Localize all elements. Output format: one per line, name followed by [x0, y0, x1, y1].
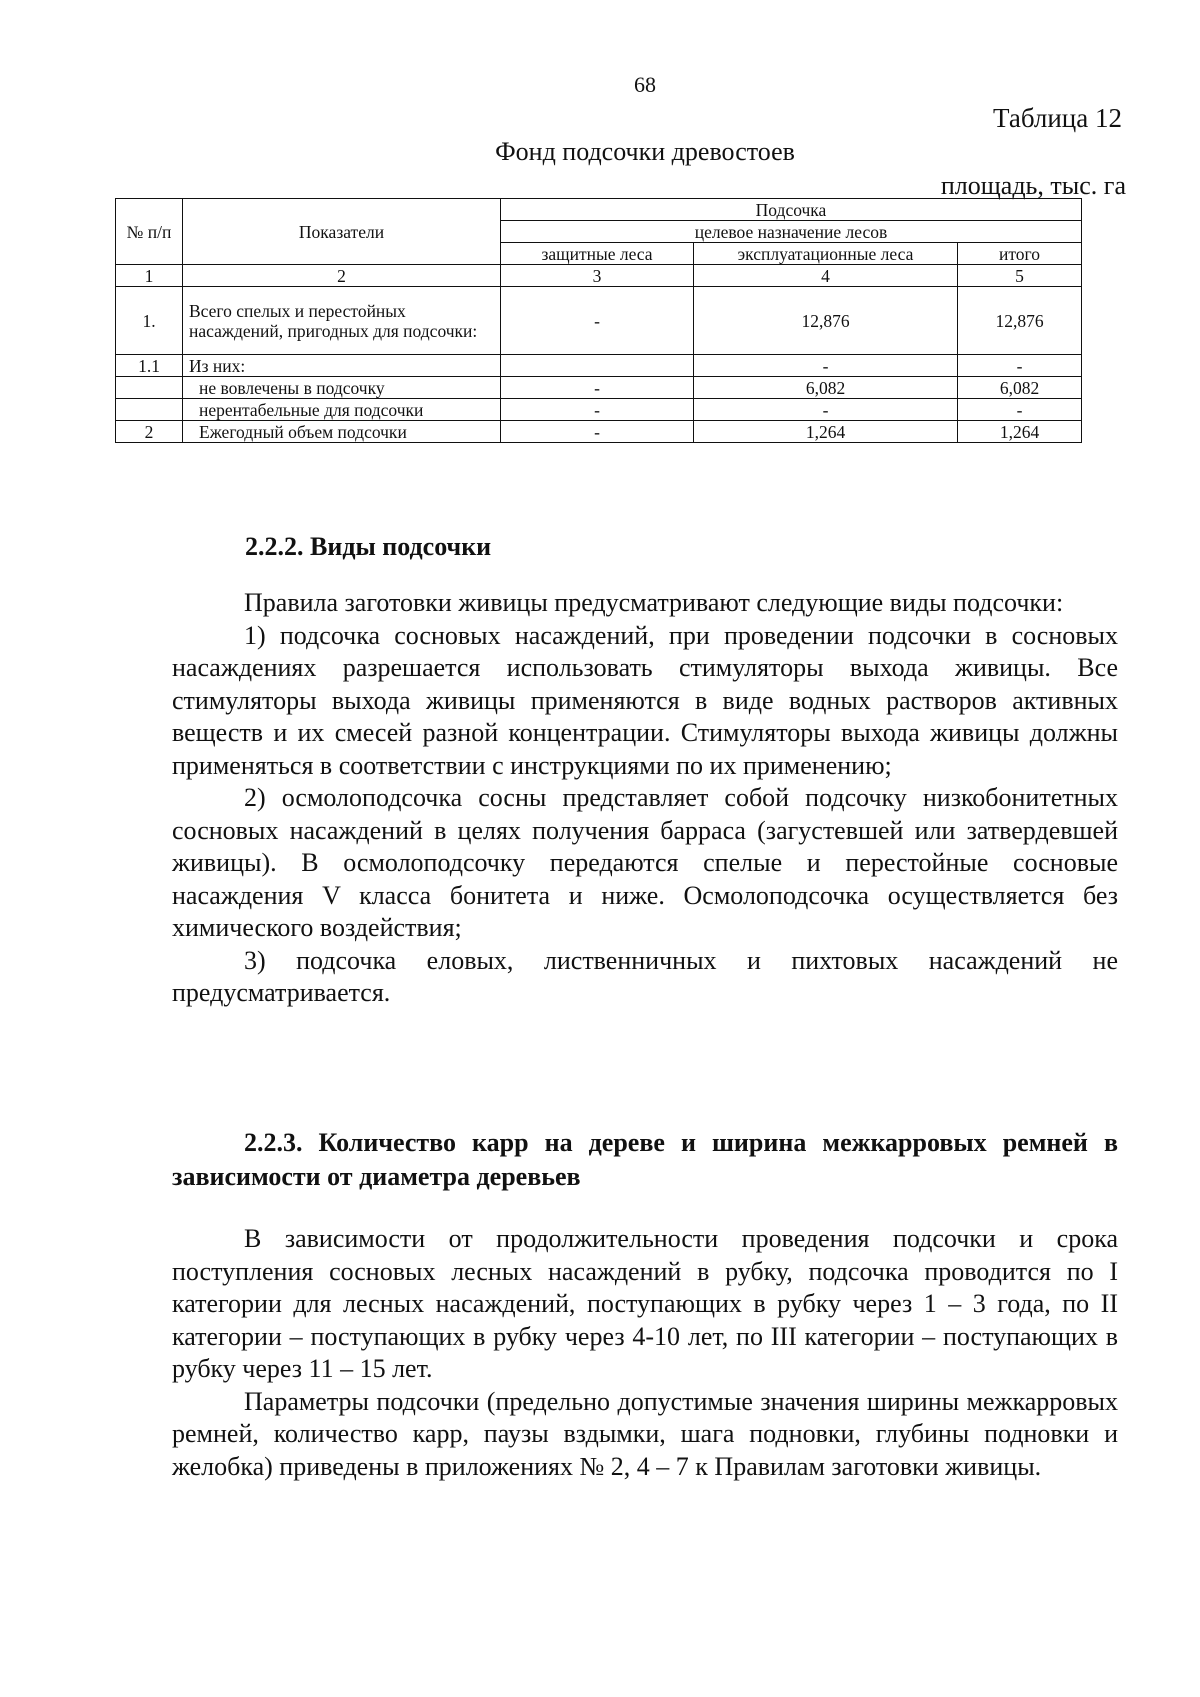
header-indicators: Показатели — [183, 199, 501, 265]
col-number: 2 — [183, 265, 501, 287]
row-no — [116, 377, 183, 399]
row-exploitation: - — [694, 399, 958, 421]
column-number-row — [116, 265, 1082, 287]
row-name: не вовлечены в подсочку — [183, 377, 501, 399]
header-exploitation: эксплуатационные леса — [694, 243, 958, 265]
section-heading-223: 2.2.3. Количество карр на дереве и ширина межкарровых ремней в зависимости от диаметра деревьев — [172, 1128, 1118, 1191]
col-number: 3 — [501, 265, 694, 287]
row-total: 12,876 — [958, 287, 1082, 355]
header-tapping: Подсочка — [501, 199, 1082, 221]
header-protective: защитные леса — [501, 243, 694, 265]
row-protective: - — [501, 399, 694, 421]
row-name: Всего спелых и перестойных насаждений, пригодных для подсочки: — [183, 287, 501, 355]
row-name: нерентабельные для подсочки — [183, 399, 501, 421]
row-no — [116, 399, 183, 421]
header-total: итого — [958, 243, 1082, 265]
table-row — [116, 399, 1082, 421]
row-exploitation: 1,264 — [694, 421, 958, 443]
row-total: 1,264 — [958, 421, 1082, 443]
row-name: Из них: — [183, 355, 501, 377]
row-exploitation: - — [694, 355, 958, 377]
tapping-fund-table — [115, 198, 1082, 443]
row-total: 6,082 — [958, 377, 1082, 399]
row-protective: - — [501, 421, 694, 443]
row-protective: - — [501, 377, 694, 399]
table-row — [116, 355, 1082, 377]
table-units: площадь, тыс. га — [940, 171, 1126, 200]
header-purpose: целевое назначение лесов — [501, 221, 1082, 243]
row-no: 1.1 — [116, 355, 183, 377]
section-heading-222: 2.2.2. Виды подсочки — [245, 532, 492, 561]
table-row — [116, 377, 1082, 399]
row-protective: - — [501, 287, 694, 355]
row-total: - — [958, 355, 1082, 377]
row-name: Ежегодный объем подсочки — [183, 421, 501, 443]
paragraph: В зависимости от продолжительности проведения подсочки и срока поступления сосновых лесных насаждений в рубку, подсочка проводится по I категории для лесных насаждений, поступающих в рубку через 1 – 3 года, по II категории – поступающих в рубку через 4-10 лет, по III категории – поступающих в рубку через 11 – 15 лет. — [172, 1224, 1118, 1383]
row-no: 1. — [116, 287, 183, 355]
section-222-body — [172, 587, 1118, 1010]
list-item: 3) подсочка еловых, лиственничных и пихтовых насаждений не предусматривается. — [172, 945, 1118, 1007]
col-number: 5 — [958, 265, 1082, 287]
col-number: 4 — [694, 265, 958, 287]
col-number: 1 — [116, 265, 183, 287]
row-exploitation: 12,876 — [694, 287, 958, 355]
table-row — [116, 287, 1082, 355]
section-223-body — [172, 1223, 1118, 1483]
table-number-label: Таблица 12 — [993, 103, 1122, 133]
row-exploitation: 6,082 — [694, 377, 958, 399]
list-item: 1) подсочка сосновых насаждений, при проведении подсочки в сосновых насаждениях разрешается использовать стимуляторы выхода живицы. Все стимуляторы выхода живицы применяются в виде водных растворов активных веществ и их смесей разной концентрации. Стимуляторы выхода живицы должны применяться в соответствии с инструкциями по их применению; — [172, 620, 1118, 780]
table-title: Фонд подсочки древостоев — [495, 137, 795, 166]
row-protective — [501, 355, 694, 377]
row-no: 2 — [116, 421, 183, 443]
page-number: 68 — [634, 72, 656, 97]
row-total: - — [958, 399, 1082, 421]
list-item: 2) осмолоподсочка сосны представляет собой подсочку низкобонитетных сосновых насаждений в целях получения барраса (загустевшей или затвердевшей живицы). В осмолоподсочку передаются спелые и перестойные сосновые насаждения V класса бонитета и ниже. Осмолоподсочка осуществляется без химического воздействия; — [172, 783, 1118, 942]
section-222-intro: Правила заготовки живицы предусматривают следующие виды подсочки: — [244, 588, 1064, 617]
header-no: № п/п — [116, 199, 183, 265]
table-row — [116, 421, 1082, 443]
paragraph: Параметры подсочки (предельно допустимые значения ширины межкарровых ремней, количество карр, паузы вздымки, шага подновки, глубины подновки и желобка) приведены в приложениях № 2, 4 – 7 к Правилам заготовки живицы. — [172, 1386, 1118, 1481]
